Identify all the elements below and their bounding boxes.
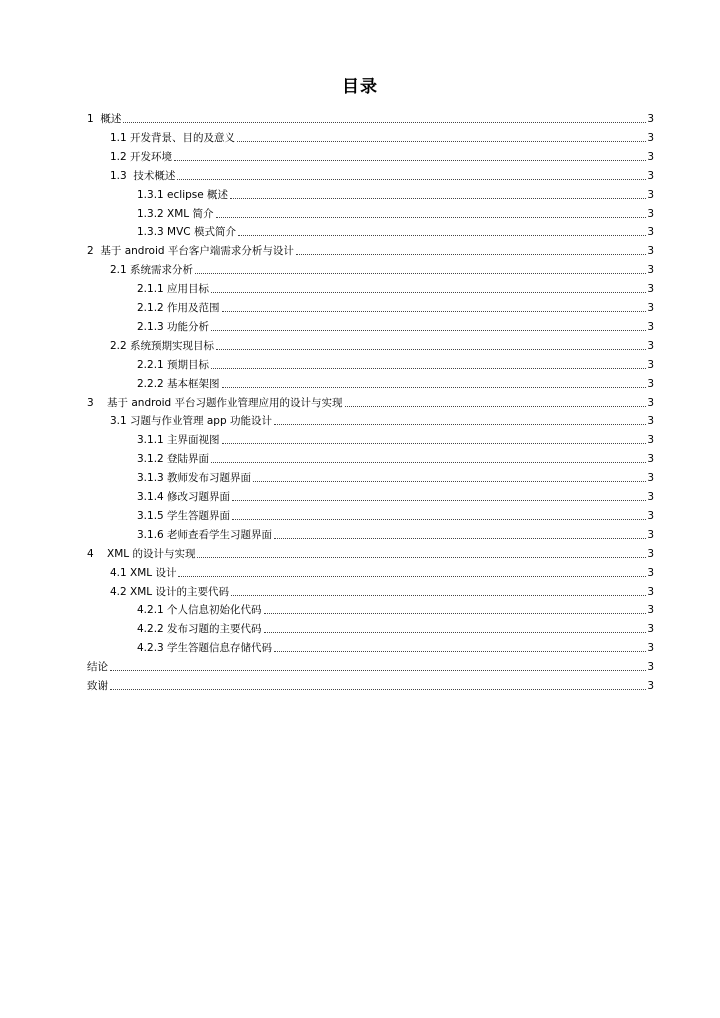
- toc-entry-title: 1.3 技术概述: [110, 169, 176, 182]
- toc-entry-title: 2.2.1 预期目标: [137, 358, 210, 371]
- toc-entry-title: 3.1.1 主界面视图: [137, 434, 220, 447]
- toc-dot-leader: [211, 330, 646, 331]
- toc-dot-leader: [274, 538, 646, 539]
- toc-entry[interactable]: [110, 335, 654, 353]
- toc-entry-title: 1.3.3 MVC 模式简介: [137, 226, 236, 239]
- toc-entry-title: 致谢: [87, 680, 108, 692]
- toc-page-number: 3: [647, 566, 654, 579]
- toc-dot-leader: [253, 481, 646, 482]
- toc-entry-title: 3.1.4 修改习题界面: [137, 491, 231, 503]
- toc-entry-title: 2.1.2 作用及范围: [137, 302, 220, 314]
- toc-dot-leader: [216, 217, 647, 218]
- toc-dot-leader: [274, 424, 646, 425]
- toc-entry-title: 2.2.2 基本框架图: [137, 377, 220, 390]
- toc-entry-title: 4.2.3 学生答题信息存储代码: [137, 642, 273, 655]
- toc-entry-title: 1.3.2 XML 简介: [137, 207, 214, 220]
- toc-page-number: 3: [647, 642, 654, 655]
- toc-page-number: 3: [647, 150, 654, 163]
- toc-page-number: 3: [647, 509, 654, 522]
- toc-page-number: 3: [647, 547, 654, 560]
- toc-entry-title: 2.1 系统需求分析: [110, 264, 194, 277]
- toc-entry[interactable]: [87, 675, 654, 693]
- toc-page-number: 3: [647, 245, 654, 258]
- toc-dot-leader: [222, 311, 646, 312]
- toc-dot-leader: [110, 670, 646, 671]
- toc-dot-leader: [222, 387, 646, 388]
- toc-dot-leader: [197, 557, 646, 558]
- toc-entry-title: 2.1.1 应用目标: [137, 283, 210, 296]
- toc-page-number: 3: [647, 226, 654, 239]
- toc-entry[interactable]: [137, 203, 654, 221]
- toc-entry[interactable]: [137, 524, 654, 542]
- toc-entry-title: 4.2 XML 设计的主要代码: [110, 585, 229, 598]
- toc-entry[interactable]: [110, 562, 654, 580]
- toc-entry[interactable]: [137, 618, 654, 636]
- toc-page-number: 3: [647, 339, 654, 352]
- toc-page-number: 3: [647, 623, 654, 636]
- toc-entry[interactable]: [110, 165, 654, 183]
- toc-entry-title: 4.2.1 个人信息初始化代码: [137, 604, 262, 617]
- toc-page-number: 3: [647, 491, 654, 503]
- toc-entry[interactable]: [110, 259, 654, 277]
- toc-dot-leader: [264, 613, 646, 614]
- toc-dot-leader: [178, 576, 646, 577]
- toc-entry-title: 1.2 开发环境: [110, 150, 173, 163]
- toc-entry-title: 3.1.5 学生答题界面: [137, 509, 231, 522]
- toc-entry[interactable]: [137, 184, 654, 202]
- toc-entry[interactable]: [137, 637, 654, 655]
- toc-entry[interactable]: [137, 316, 654, 334]
- toc-entry[interactable]: [137, 373, 654, 391]
- toc-entry[interactable]: [110, 581, 654, 599]
- toc-entry[interactable]: [137, 429, 654, 447]
- toc-page-number: 3: [647, 131, 654, 144]
- toc-page-number: 3: [647, 169, 654, 182]
- toc-entry-title: 2 基于 android 平台客户端需求分析与设计: [87, 245, 294, 258]
- toc-entry[interactable]: [137, 221, 654, 239]
- toc-dot-leader: [274, 651, 646, 652]
- toc-page-number: 3: [647, 320, 654, 333]
- toc-dot-leader: [195, 273, 646, 274]
- toc-entry[interactable]: [110, 127, 654, 145]
- toc-entry[interactable]: [137, 599, 654, 617]
- toc-entry-title: 4.1 XML 设计: [110, 566, 177, 579]
- toc-entry[interactable]: [137, 505, 654, 523]
- toc-entry-title: 1.1 开发背景、目的及意义: [110, 131, 236, 144]
- toc-entry-title: 3.1.6 老师查看学生习题界面: [137, 528, 273, 541]
- toc-entry-title: 3.1 习题与作业管理 app 功能设计: [110, 415, 272, 428]
- toc-page-number: 3: [647, 528, 654, 541]
- toc-entry-title: 4 XML 的设计与实现: [87, 547, 196, 560]
- toc-entry-title: 结论: [87, 661, 108, 674]
- page-title: 目录: [342, 77, 378, 97]
- toc-page-number: 3: [647, 283, 654, 296]
- toc-entry[interactable]: [137, 354, 654, 372]
- toc-page-number: 3: [647, 453, 654, 466]
- toc-page-number: 3: [647, 680, 654, 692]
- toc-entry-title: 3.1.3 教师发布习题界面: [137, 472, 252, 485]
- toc-entry[interactable]: [110, 146, 654, 164]
- toc-entry-title: 2.1.3 功能分析: [137, 320, 210, 333]
- toc-dot-leader: [211, 292, 646, 293]
- toc-page-number: 3: [647, 396, 654, 409]
- toc-entry[interactable]: [110, 410, 654, 428]
- toc-dot-leader: [232, 500, 646, 501]
- toc-dot-leader: [123, 122, 646, 123]
- toc-entry-title: 3.1.2 登陆界面: [137, 453, 210, 466]
- toc-entry[interactable]: [87, 392, 654, 410]
- toc-page-number: 3: [647, 302, 654, 314]
- toc-entry[interactable]: [87, 543, 654, 561]
- toc-dot-leader: [345, 406, 646, 407]
- toc-page-number: 3: [647, 358, 654, 371]
- toc-dot-leader: [264, 632, 646, 633]
- toc-page-number: 3: [647, 113, 654, 125]
- toc-entry[interactable]: [137, 448, 654, 466]
- toc-entry[interactable]: [87, 108, 654, 126]
- toc-page-number: 3: [647, 415, 654, 428]
- toc-page-number: 3: [647, 264, 654, 277]
- toc-page-number: 3: [647, 207, 654, 220]
- toc-entry[interactable]: [137, 278, 654, 296]
- toc-page-number: 3: [647, 661, 654, 674]
- toc-dot-leader: [230, 198, 646, 199]
- toc-entry[interactable]: [87, 656, 654, 674]
- toc-entry[interactable]: [87, 240, 654, 258]
- toc-dot-leader: [110, 689, 646, 690]
- toc-dot-leader: [216, 349, 646, 350]
- toc-page-number: 3: [647, 377, 654, 390]
- toc-dot-leader: [222, 443, 646, 444]
- toc-page-number: 3: [647, 188, 654, 201]
- toc-entry[interactable]: [137, 486, 654, 504]
- toc-page-number: 3: [647, 585, 654, 598]
- toc-entry[interactable]: [137, 297, 654, 315]
- toc-page-number: 3: [647, 472, 654, 485]
- toc-dot-leader: [174, 160, 646, 161]
- toc-dot-leader: [231, 595, 646, 596]
- toc-entry-title: 1 概述: [87, 113, 122, 125]
- toc-entry-title: 3 基于 android 平台习题作业管理应用的设计与实现: [87, 396, 343, 409]
- toc-dot-leader: [296, 254, 646, 255]
- toc-entry-title: 1.3.1 eclipse 概述: [137, 188, 229, 201]
- toc-entry-title: 2.2 系统预期实现目标: [110, 339, 215, 352]
- toc-dot-leader: [211, 462, 646, 463]
- toc-dot-leader: [237, 141, 646, 142]
- toc-page-number: 3: [647, 434, 654, 447]
- toc-dot-leader: [232, 519, 646, 520]
- toc-entry[interactable]: [137, 467, 654, 485]
- toc-page-number: 3: [647, 604, 654, 617]
- toc-entry-title: 4.2.2 发布习题的主要代码: [137, 623, 262, 636]
- toc-dot-leader: [211, 368, 646, 369]
- toc-dot-leader: [177, 179, 646, 180]
- toc-dot-leader: [238, 235, 646, 236]
